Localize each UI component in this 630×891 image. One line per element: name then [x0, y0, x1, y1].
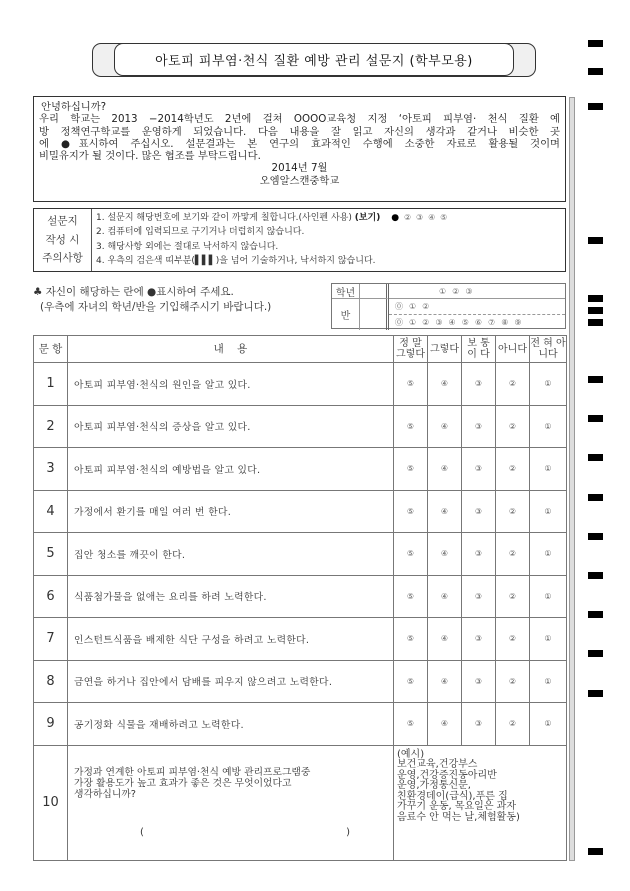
document-title: 아토피 피부염·천식 질환 예방 관리 설문지 (학부모용)	[114, 43, 514, 76]
question-text: 식품첨가물을 없애는 요리를 하려 노력한다.	[68, 575, 394, 618]
header-strongly-agree: 정 말 그렇다	[394, 336, 428, 363]
answer-bubble[interactable]: ②	[496, 703, 530, 746]
answer-bubble[interactable]: ③	[462, 490, 496, 533]
q10-line: 생각하십니까?	[74, 789, 136, 800]
table-row	[34, 703, 567, 746]
answer-bubble[interactable]: ②	[496, 575, 530, 618]
intro-line: 방 정책연구학교를 운영하게 되었습니다. 다음 내용을 잘 읽고 자신의 생각과 같거나 비슷한 곳	[39, 125, 560, 138]
class-write-box[interactable]	[360, 299, 389, 330]
q10-answer-field[interactable]	[140, 827, 350, 838]
answer-bubble[interactable]: ④	[428, 703, 462, 746]
class-tens-row	[389, 299, 565, 315]
answer-bubble[interactable]: ⑤	[394, 618, 428, 661]
q10-line: 가장 활용도가 높고 효과가 좋은 것은 무엇이었다고	[74, 778, 292, 789]
answer-bubble[interactable]: ④	[428, 618, 462, 661]
answer-bubble[interactable]: ⑤	[394, 490, 428, 533]
answer-bubble[interactable]: ②	[496, 405, 530, 448]
table-row	[34, 660, 567, 703]
intro-line: 비밀유지가 될 것이다. 많은 협조를 부탁드립니다.	[39, 150, 261, 163]
notice-item: 2. 컴퓨터에 입력되므로 구기거나 더럽히지 않습니다.	[96, 227, 305, 238]
table-row	[34, 533, 567, 576]
grade-bubble[interactable]: ②	[452, 286, 460, 296]
example-line: 가꾸기 운동, 목요일은 과자	[397, 801, 516, 812]
timing-mark	[588, 454, 603, 461]
timing-mark	[588, 68, 603, 75]
answer-bubble[interactable]: ②	[496, 490, 530, 533]
notice-item-text: 1. 설문지 해당번호에 보기와 같이 까맣게 칠합니다.(사인펜 사용)	[96, 213, 352, 223]
notice-label-line: 주의사항	[42, 252, 83, 265]
answer-bubble[interactable]: ①	[530, 363, 567, 406]
grade-bubbles	[389, 284, 565, 299]
answer-bubble[interactable]: ②	[496, 533, 530, 576]
header-disagree: 아니다	[496, 336, 530, 363]
question-text: 아토피 피부염·천식의 예방법을 알고 있다.	[68, 448, 394, 491]
answer-bubble[interactable]: ⑤	[394, 533, 428, 576]
instruction	[33, 285, 271, 315]
timing-mark	[588, 40, 603, 47]
example-line: 운영,건강증진동아리반	[397, 769, 497, 781]
greeting: 안녕하십니까?	[41, 101, 107, 113]
header-neutral: 보 통 이 다	[462, 336, 496, 363]
answer-bubble[interactable]: ④	[428, 533, 462, 576]
example-line: 음료수 안 먹는 날,체험활동)	[397, 811, 520, 823]
header-agree: 그렇다	[428, 336, 462, 363]
class-bubble[interactable]: ⑦	[488, 318, 496, 327]
question-text: 아토피 피부염·천식의 증상을 알고 있다.	[68, 405, 394, 448]
school-name: 오엠알스캔중학교	[259, 174, 340, 187]
bubble-5-icon: ⑤	[440, 213, 448, 222]
notice-box	[33, 208, 566, 272]
question-text: 금연을 하거나 집안에서 담배를 피우지 않으려고 노력한다.	[68, 660, 394, 703]
answer-bubble[interactable]: ②	[496, 618, 530, 661]
class-bubble[interactable]: ⑧	[501, 318, 509, 327]
paren-open: (	[140, 827, 144, 838]
answer-bubble[interactable]: ④	[428, 363, 462, 406]
intro-line: 에 ●표시하여 주십시오. 설문결과는 본 연구의 효과적인 수행에 소중한 자료로 활용될 것이며	[39, 137, 560, 150]
answer-bubble[interactable]: ④	[428, 660, 462, 703]
class-bubble[interactable]: ③	[435, 318, 443, 327]
timing-mark	[588, 415, 603, 422]
example-line: 친환경데이(급식),푸른 집	[397, 790, 508, 802]
table-row	[34, 490, 567, 533]
answer-bubble[interactable]: ①	[530, 405, 567, 448]
grade-label: 학년	[332, 284, 360, 299]
question-number: 5	[34, 533, 68, 576]
answer-bubble[interactable]: ⑤	[394, 405, 428, 448]
answer-bubble[interactable]: ③	[462, 575, 496, 618]
notice-item: 3. 해당사항 외에는 절대로 낙서하지 않습니다.	[96, 241, 279, 252]
class-bubble[interactable]: ⓪	[395, 302, 403, 311]
class-bubble[interactable]: ⑤	[461, 318, 469, 327]
question-number: 1	[34, 363, 68, 406]
answer-bubble[interactable]: ④	[428, 575, 462, 618]
class-bubble[interactable]: ①	[409, 318, 417, 327]
answer-bubble[interactable]: ④	[428, 405, 462, 448]
example-label: (보기)	[354, 213, 381, 223]
grade-bubble[interactable]: ①	[439, 286, 447, 296]
answer-bubble[interactable]: ④	[428, 490, 462, 533]
question-number: 8	[34, 660, 68, 703]
header-question: 문 항	[34, 336, 68, 363]
answer-bubble[interactable]: ①	[530, 490, 567, 533]
timing-mark	[588, 690, 603, 697]
class-bubble[interactable]: ①	[409, 302, 417, 311]
answer-bubble[interactable]: ③	[462, 533, 496, 576]
timing-mark	[588, 319, 603, 326]
timing-mark	[588, 572, 603, 579]
answer-bubble[interactable]: ③	[462, 363, 496, 406]
timing-mark	[588, 650, 603, 657]
bubble-4-icon: ④	[428, 213, 436, 222]
answer-bubble[interactable]: ①	[530, 448, 567, 491]
question-text: 아토피 피부염·천식의 원인을 알고 있다.	[68, 363, 394, 406]
timing-mark	[588, 295, 603, 302]
question-number: 10	[34, 745, 68, 860]
answer-bubble[interactable]: ③	[462, 618, 496, 661]
example-line: 운영,가정통신문,	[397, 780, 471, 791]
answer-bubble[interactable]: ③	[462, 448, 496, 491]
timing-mark	[588, 237, 603, 244]
question-number: 3	[34, 448, 68, 491]
question-number: 4	[34, 490, 68, 533]
grade-bubble[interactable]: ③	[465, 286, 473, 296]
class-bubble[interactable]: ⓪	[395, 318, 403, 327]
survey-table	[33, 335, 567, 861]
bubble-3-icon: ③	[416, 213, 424, 222]
answer-bubble[interactable]: ③	[462, 660, 496, 703]
instruction-line: ♣ 자신이 해당하는 란에 ●표시하여 주세요.	[33, 286, 234, 298]
header-strongly-disagree: 전 혀 아니다	[530, 336, 567, 363]
answer-bubble[interactable]: ②	[496, 363, 530, 406]
class-bubble[interactable]: ②	[422, 302, 430, 311]
answer-bubble[interactable]: ①	[530, 533, 567, 576]
answer-bubble[interactable]: ③	[462, 405, 496, 448]
timing-mark	[588, 533, 603, 540]
answer-bubble[interactable]: ④	[428, 448, 462, 491]
question-number: 2	[34, 405, 68, 448]
class-bubble[interactable]: ⑥	[474, 318, 483, 327]
class-bubbles	[389, 299, 565, 330]
class-bubble[interactable]: ⑨	[514, 318, 522, 327]
table-row	[34, 363, 567, 406]
class-bubble[interactable]: ④	[448, 318, 456, 327]
question-number: 7	[34, 618, 68, 661]
filled-bubble-icon: ●	[391, 213, 400, 223]
notice-label	[34, 209, 92, 271]
table-header-row	[34, 336, 567, 363]
question-text: 인스턴트식품을 배제한 식단 구성을 하려고 노력한다.	[68, 618, 394, 661]
class-label: 반	[332, 299, 360, 330]
notice-item	[96, 211, 561, 225]
answer-bubble[interactable]: ⑤	[394, 575, 428, 618]
answer-bubble[interactable]: ①	[530, 660, 567, 703]
header-content: 내 용	[68, 336, 394, 363]
table-row	[34, 575, 567, 618]
answer-bubble[interactable]: ①	[530, 575, 567, 618]
notice-items	[92, 209, 565, 271]
grade-class-grid	[331, 283, 566, 329]
question-number: 9	[34, 703, 68, 746]
example-line: (예시)	[397, 748, 425, 760]
answer-bubble[interactable]: ①	[530, 703, 567, 746]
bubble-2-icon: ②	[403, 213, 412, 222]
notice-label-line: 설문지	[47, 215, 78, 228]
table-row-q10	[34, 745, 567, 860]
answer-bubble[interactable]: ⑤	[394, 660, 428, 703]
timing-mark	[588, 494, 603, 501]
answer-bubble[interactable]: ⑤	[394, 448, 428, 491]
example-line: 보건교육,건강부스	[397, 759, 478, 770]
timing-mark	[588, 376, 603, 383]
table-row	[34, 405, 567, 448]
intro-date: 2014년 7월	[271, 162, 328, 175]
q10-line: 가정과 연계한 아토피 피부염·천식 예방 관리프로그램중	[74, 767, 311, 778]
table-row	[34, 618, 567, 661]
grade-write-box[interactable]	[360, 284, 389, 299]
title-frame	[92, 43, 536, 77]
answer-bubble[interactable]: ②	[496, 660, 530, 703]
notice-label-line: 작성 시	[45, 233, 80, 246]
answer-bubble[interactable]: ⑤	[394, 363, 428, 406]
intro-line: 우리 학교는 2013 −2014학년도 2년에 걸쳐 OOOO교육청 지정 ‘아토피 피부염· 천식 질환 예	[39, 113, 560, 126]
side-bar	[569, 97, 575, 861]
class-bubble[interactable]: ②	[422, 318, 430, 327]
question-text: 가정에서 환기를 매일 여러 번 한다.	[68, 490, 394, 533]
q10-question	[68, 745, 394, 860]
timing-mark	[588, 307, 603, 314]
question-text: 공기정화 식물을 재배하려고 노력한다.	[68, 703, 394, 746]
class-ones-row	[389, 315, 565, 330]
paren-close: )	[346, 827, 350, 838]
q10-example	[394, 745, 567, 860]
timing-mark	[588, 611, 603, 618]
answer-bubble[interactable]: ②	[496, 448, 530, 491]
timing-mark	[588, 103, 603, 110]
answer-bubble[interactable]: ①	[530, 618, 567, 661]
intro-box	[33, 96, 566, 202]
question-number: 6	[34, 575, 68, 618]
answer-bubble[interactable]: ③	[462, 703, 496, 746]
table-row	[34, 448, 567, 491]
question-text: 집안 청소를 깨끗이 한다.	[68, 533, 394, 576]
notice-item: 4. 우측의 검은색 띠부분(▌▌▌)을 넘어 기술하거나, 낙서하지 않습니다.	[96, 255, 376, 266]
timing-mark	[588, 848, 603, 855]
answer-bubble[interactable]: ⑤	[394, 703, 428, 746]
instruction-line: (우측에 자녀의 학년/반을 기입해주시기 바랍니다.)	[40, 301, 272, 313]
